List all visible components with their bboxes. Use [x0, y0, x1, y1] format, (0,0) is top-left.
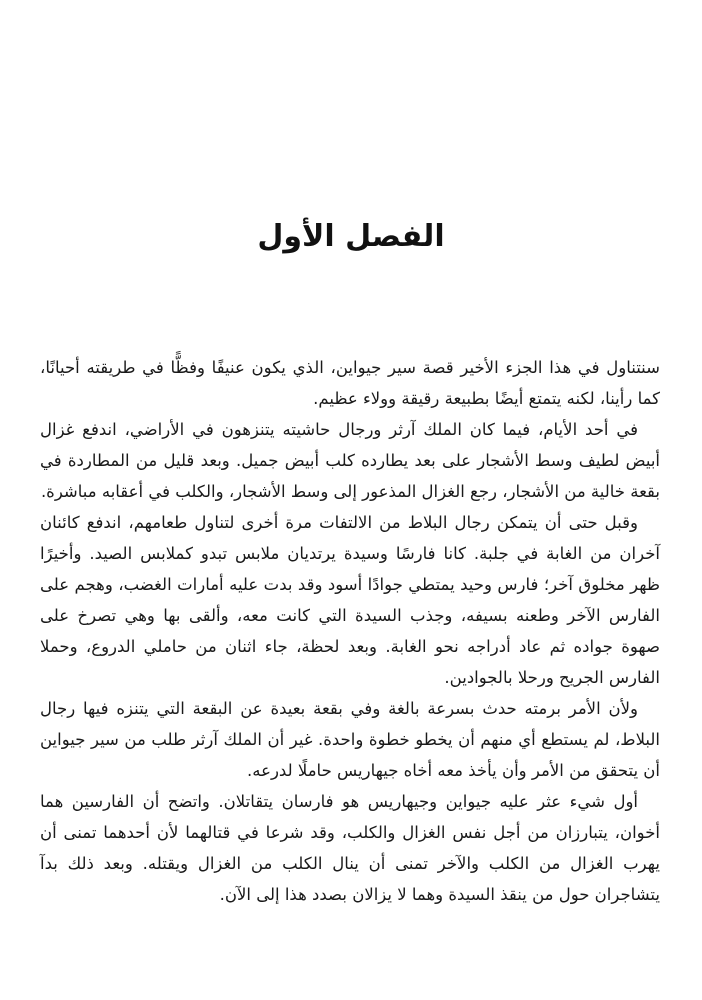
paragraph-4: ولأن الأمر برمته حدث بسرعة بالغة وفي بقعة بعيدة عن البقعة التي يتنزه فيها رجال البلاط، لم يستطع أي منهم أن يخطو خطوة واحدة. غير أن الملك آرثر طلب من سير جيواين أن يتحقق من الأمر وأن يأخذ معه أخاه جيهاريس حاملًا لدرعه.: [40, 699, 660, 780]
paragraph-2: في أحد الأيام، فيما كان الملك آرثر ورجال حاشيته يتنزهون في الأراضي، اندفع غزال أبيض لطيف وسط الأشجار على بعد يطارده كلب أبيض جميل. وبعد قليل من المطاردة في بقعة خالية من الأشجار، رجع الغزال المذعور إلى وسط الأشجار، والكلب في أعقابه مباشرة.: [40, 420, 660, 501]
paragraph-3: وقبل حتى أن يتمكن رجال البلاط من الالتفات مرة أخرى لتناول طعامهم، اندفع كائنان آخران من الغابة في جلبة. كانا فارسًا وسيدة يرتديان ملابس تبدو كملابس الصيد. وأخيرًا ظهر مخلوق آخر؛ فارس وحيد يمتطي جوادًا أسود وقد بدت عليه أمارات الغضب، وهجم على الفارس الآخر وطعنه بسيفه، وجذب السيدة التي كانت معه، وألقى بها وهي تصرخ على صهوة جواده ثم عاد أدراجه نحو الغابة. وبعد لحظة، جاء اثنان من حاملي الدروع، وحملا الفارس الجريح ورحلا بالجوادين.: [40, 513, 660, 687]
paragraph-5: أول شيء عثر عليه جيواين وجيهاريس هو فارسان يتقاتلان. واتضح أن الفارسين هما أخوان، يتبارزان من أجل نفس الغزال والكلب، وقد شرعا في قتالهما لأن أحدهما تمنى أن يهرب الغزال من الكلب والآخر تمنى أن ينال الكلب من الغزال ويقتله. وبعد ذلك بدآ يتشاجران حول من ينقذ السيدة وهما لا يزالان بصدد هذا إلى الآن.: [40, 792, 660, 904]
chapter-body: [40, 352, 660, 910]
chapter-title: الفصل الأول: [257, 219, 445, 254]
paragraph-1: سنتناول في هذا الجزء الأخير قصة سير جيواين، الذي يكون عنيفًا وفظًّا في طريقته أحيانًا، كما رأينا، لكنه يتمتع أيضًا بطبيعة رقيقة وولاء عظيم.: [40, 358, 660, 408]
